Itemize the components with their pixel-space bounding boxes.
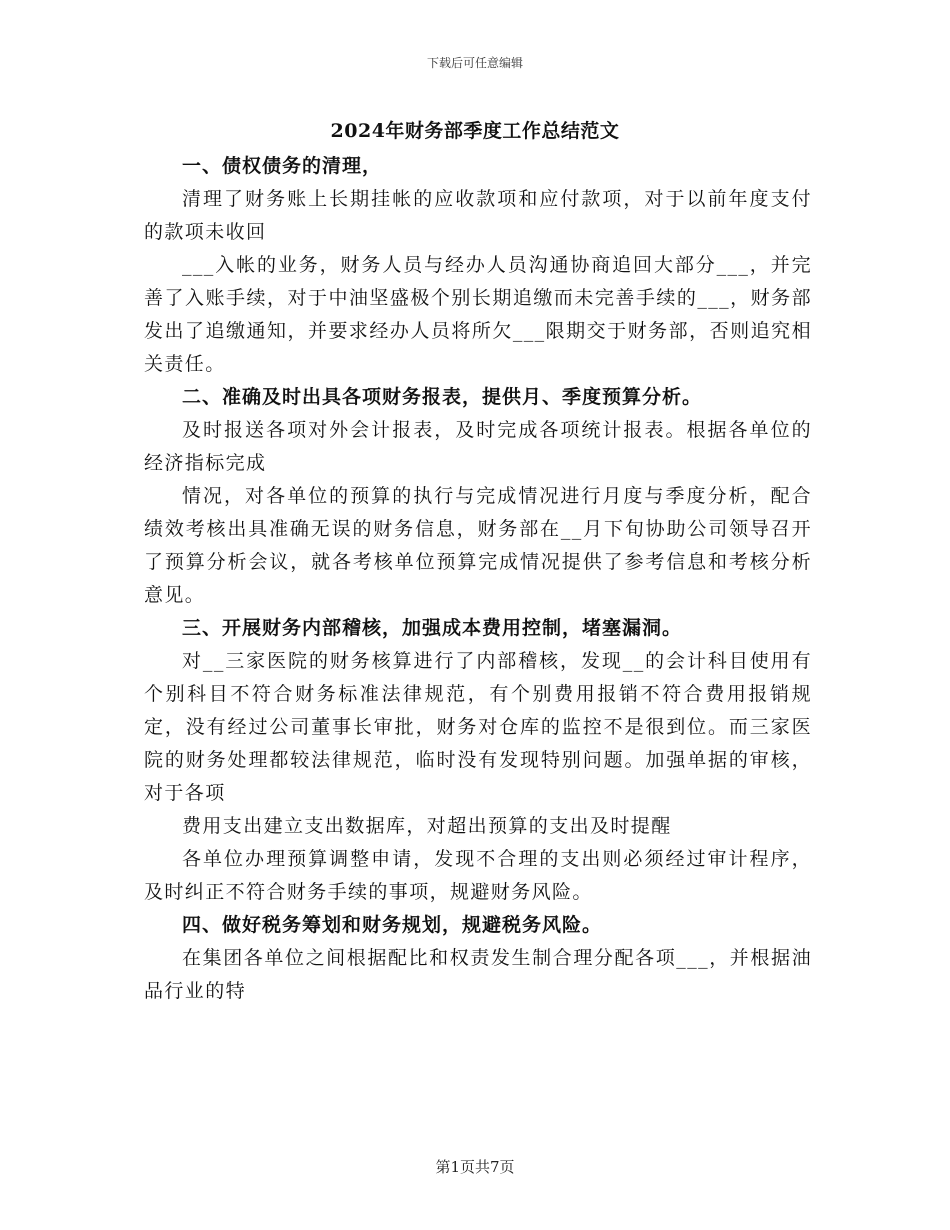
paragraph: 及时报送各项对外会计报表，及时完成各项统计报表。根据各单位的经济指标完成 xyxy=(144,419,812,474)
paragraph: 对__三家医院的财务核算进行了内部稽核，发现__的会计科目使用有个别科目不符合财务标准法律规范，有个别费用报销不符合费用报销规定，没有经过公司董事长审批，财务对仓库的监控不是很到位。而三家医院的财务处理都较法律规范，临时没有发现特别问题。加强单据的审核，对于各项 xyxy=(144,650,812,804)
paragraph: 各单位办理预算调整申请，发现不合理的支出则必须经过审计程序，及时纠正不符合财务手续的事项，规避财务风险。 xyxy=(144,848,812,903)
section-heading-4: 四、做好税务筹划和财务规划，规避税务风险。 xyxy=(182,914,603,936)
document-title: 2024年财务部季度工作总结范文 xyxy=(330,120,620,142)
paragraph: 在集团各单位之间根据配比和权责发生制合理分配各项___，并根据油品行业的特 xyxy=(144,947,812,1002)
paragraph: 情况，对各单位的预算的执行与完成情况进行月度与季度分析，配合绩效考核出具准确无误的财务信息，财务部在__月下旬协助公司领导召开了预算分析会议，就各考核单位预算完成情况提供了参考信息和考核分析意见。 xyxy=(144,485,812,606)
section-heading-2: 二、准确及时出具各项财务报表，提供月、季度预算分析。 xyxy=(182,386,703,408)
header-note: 下载后可任意编辑 xyxy=(426,56,523,70)
section-heading-3: 三、开展财务内部稽核，加强成本费用控制，堵塞漏洞。 xyxy=(182,617,683,639)
paragraph: 清理了财务账上长期挂帐的应收款项和应付款项，对于以前年度支付的款项未收回 xyxy=(144,188,812,243)
paragraph: 费用支出建立支出数据库，对超出预算的支出及时提醒 xyxy=(182,815,672,837)
section-heading-1: 一、债权债务的清理， xyxy=(182,155,383,177)
paragraph: ___入帐的业务，财务人员与经办人员沟通协商追回大部分___，并完善了入账手续，对于中油坚盛极个别长期追缴而未完善手续的___，财务部发出了追缴通知，并要求经办人员将所欠___限期交于财务部，否则追究相关责任。 xyxy=(144,254,812,375)
document-body xyxy=(144,150,812,1008)
page-number: 第1页共7页 xyxy=(435,1158,515,1176)
